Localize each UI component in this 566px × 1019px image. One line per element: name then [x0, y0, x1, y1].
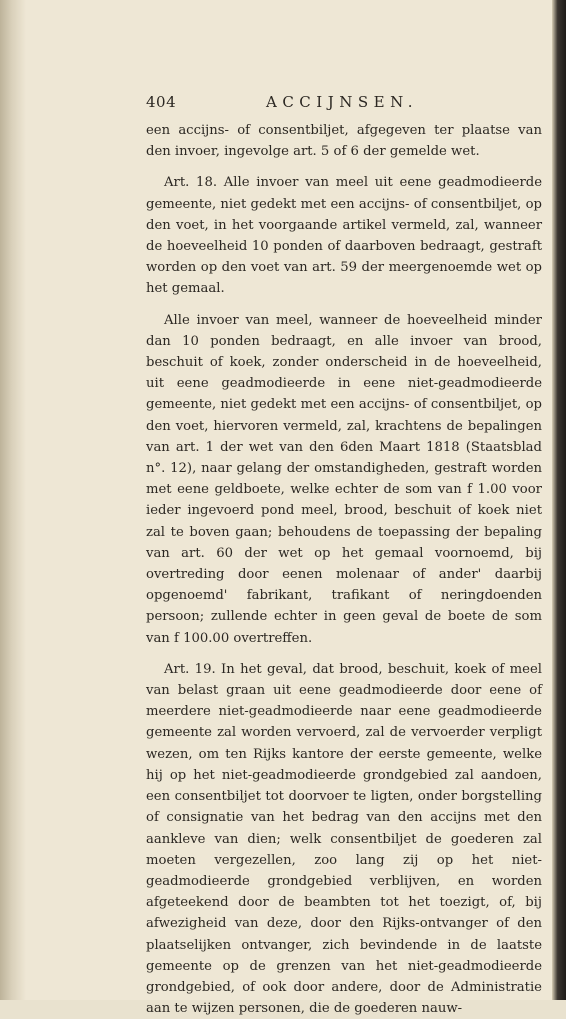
book-binding-edge: [552, 0, 566, 1000]
paragraph-article-19: Art. 19. In het geval, dat brood, beschuit, koek of meel van belast graan uit eene geadmodieerde door eene of meerdere niet-geadmodieerde naar eene geadmodieerde gemeente zal worden vervoerd, zal de vervoerder verpligt wezen, om ten Rijks kantore der eerste gemeente, welke hij op het niet-geadmodieerde grondgebied zal aandoen, een consentbiljet tot doorvoer te ligten, onder borgstelling of consignatie van het bedrag van den accijns met den aankleve van dien; welk consentbiljet de goederen zal moeten vergezellen, zoo lang zij op het niet-geadmodieerde grondgebied verblijven, en worden afgeteekend door de beambten tot het toezigt, of, bij afwezigheid van deze, door den Rijks-ontvanger of den plaatselijken ontvanger, zich bevindende in de laatste gemeente op de grenzen van het niet-geadmodieerde grondgebied, of ook door andere, door de Administratie aan te wijzen personen, die de goederen nauw-: [146, 661, 542, 1017]
paragraph-continuation: een accijns- of consentbiljet, afgegeven ter plaatse van den invoer, ingevolge art. 5 of 6 der gemelde wet.: [146, 123, 542, 160]
page-number: 404: [146, 93, 177, 111]
page-gutter-shadow: [0, 0, 26, 1000]
page-text-block: [146, 92, 542, 1019]
paragraph-article-18: Art. 18. Alle invoer van meel uit eene geadmodieerde gemeente, niet gedekt met een accijns- of consentbiljet, op den voet, in het voorgaande artikel vermeld, zal, wanneer de hoeveelheid 10 ponden of daarboven bedraagt, gestraft worden op den voet van art. 59 der meergenoemde wet op het gemaal.: [146, 175, 542, 297]
running-title: ACCIJNSEN.: [266, 93, 419, 111]
page-header: [146, 92, 542, 118]
paragraph-meel-invoer: Alle invoer van meel, wanneer de hoeveelheid minder dan 10 ponden bedraagt, en alle invoer van brood, beschuit of koek, zonder onderscheid in de hoeveelheid, uit eene geadmodieerde in eene niet-geadmodieerde gemeente, niet gedekt met een accijns- of consentbiljet, op den voet, hiervoren vermeld, zal, krachtens de bepalingen van art. 1 der wet van den 6den Maart 1818 (Staatsblad n°. 12), naar gelang der omstandigheden, gestraft worden met eene geldboete, welke echter de som van f 1.00 voor ieder ingevoerd pond meel, brood, beschuit of koek niet zal te boven gaan; behoudens de toepassing der bepaling van art. 60 der wet op het gemaal voornoemd, bij overtreding door eenen molenaar of ander' daarbij opgenoemd' fabrikant, trafikant of neringdoenden persoon; zullende echter in geen geval de boete de som van f 100.00 overtreffen.: [146, 312, 542, 646]
